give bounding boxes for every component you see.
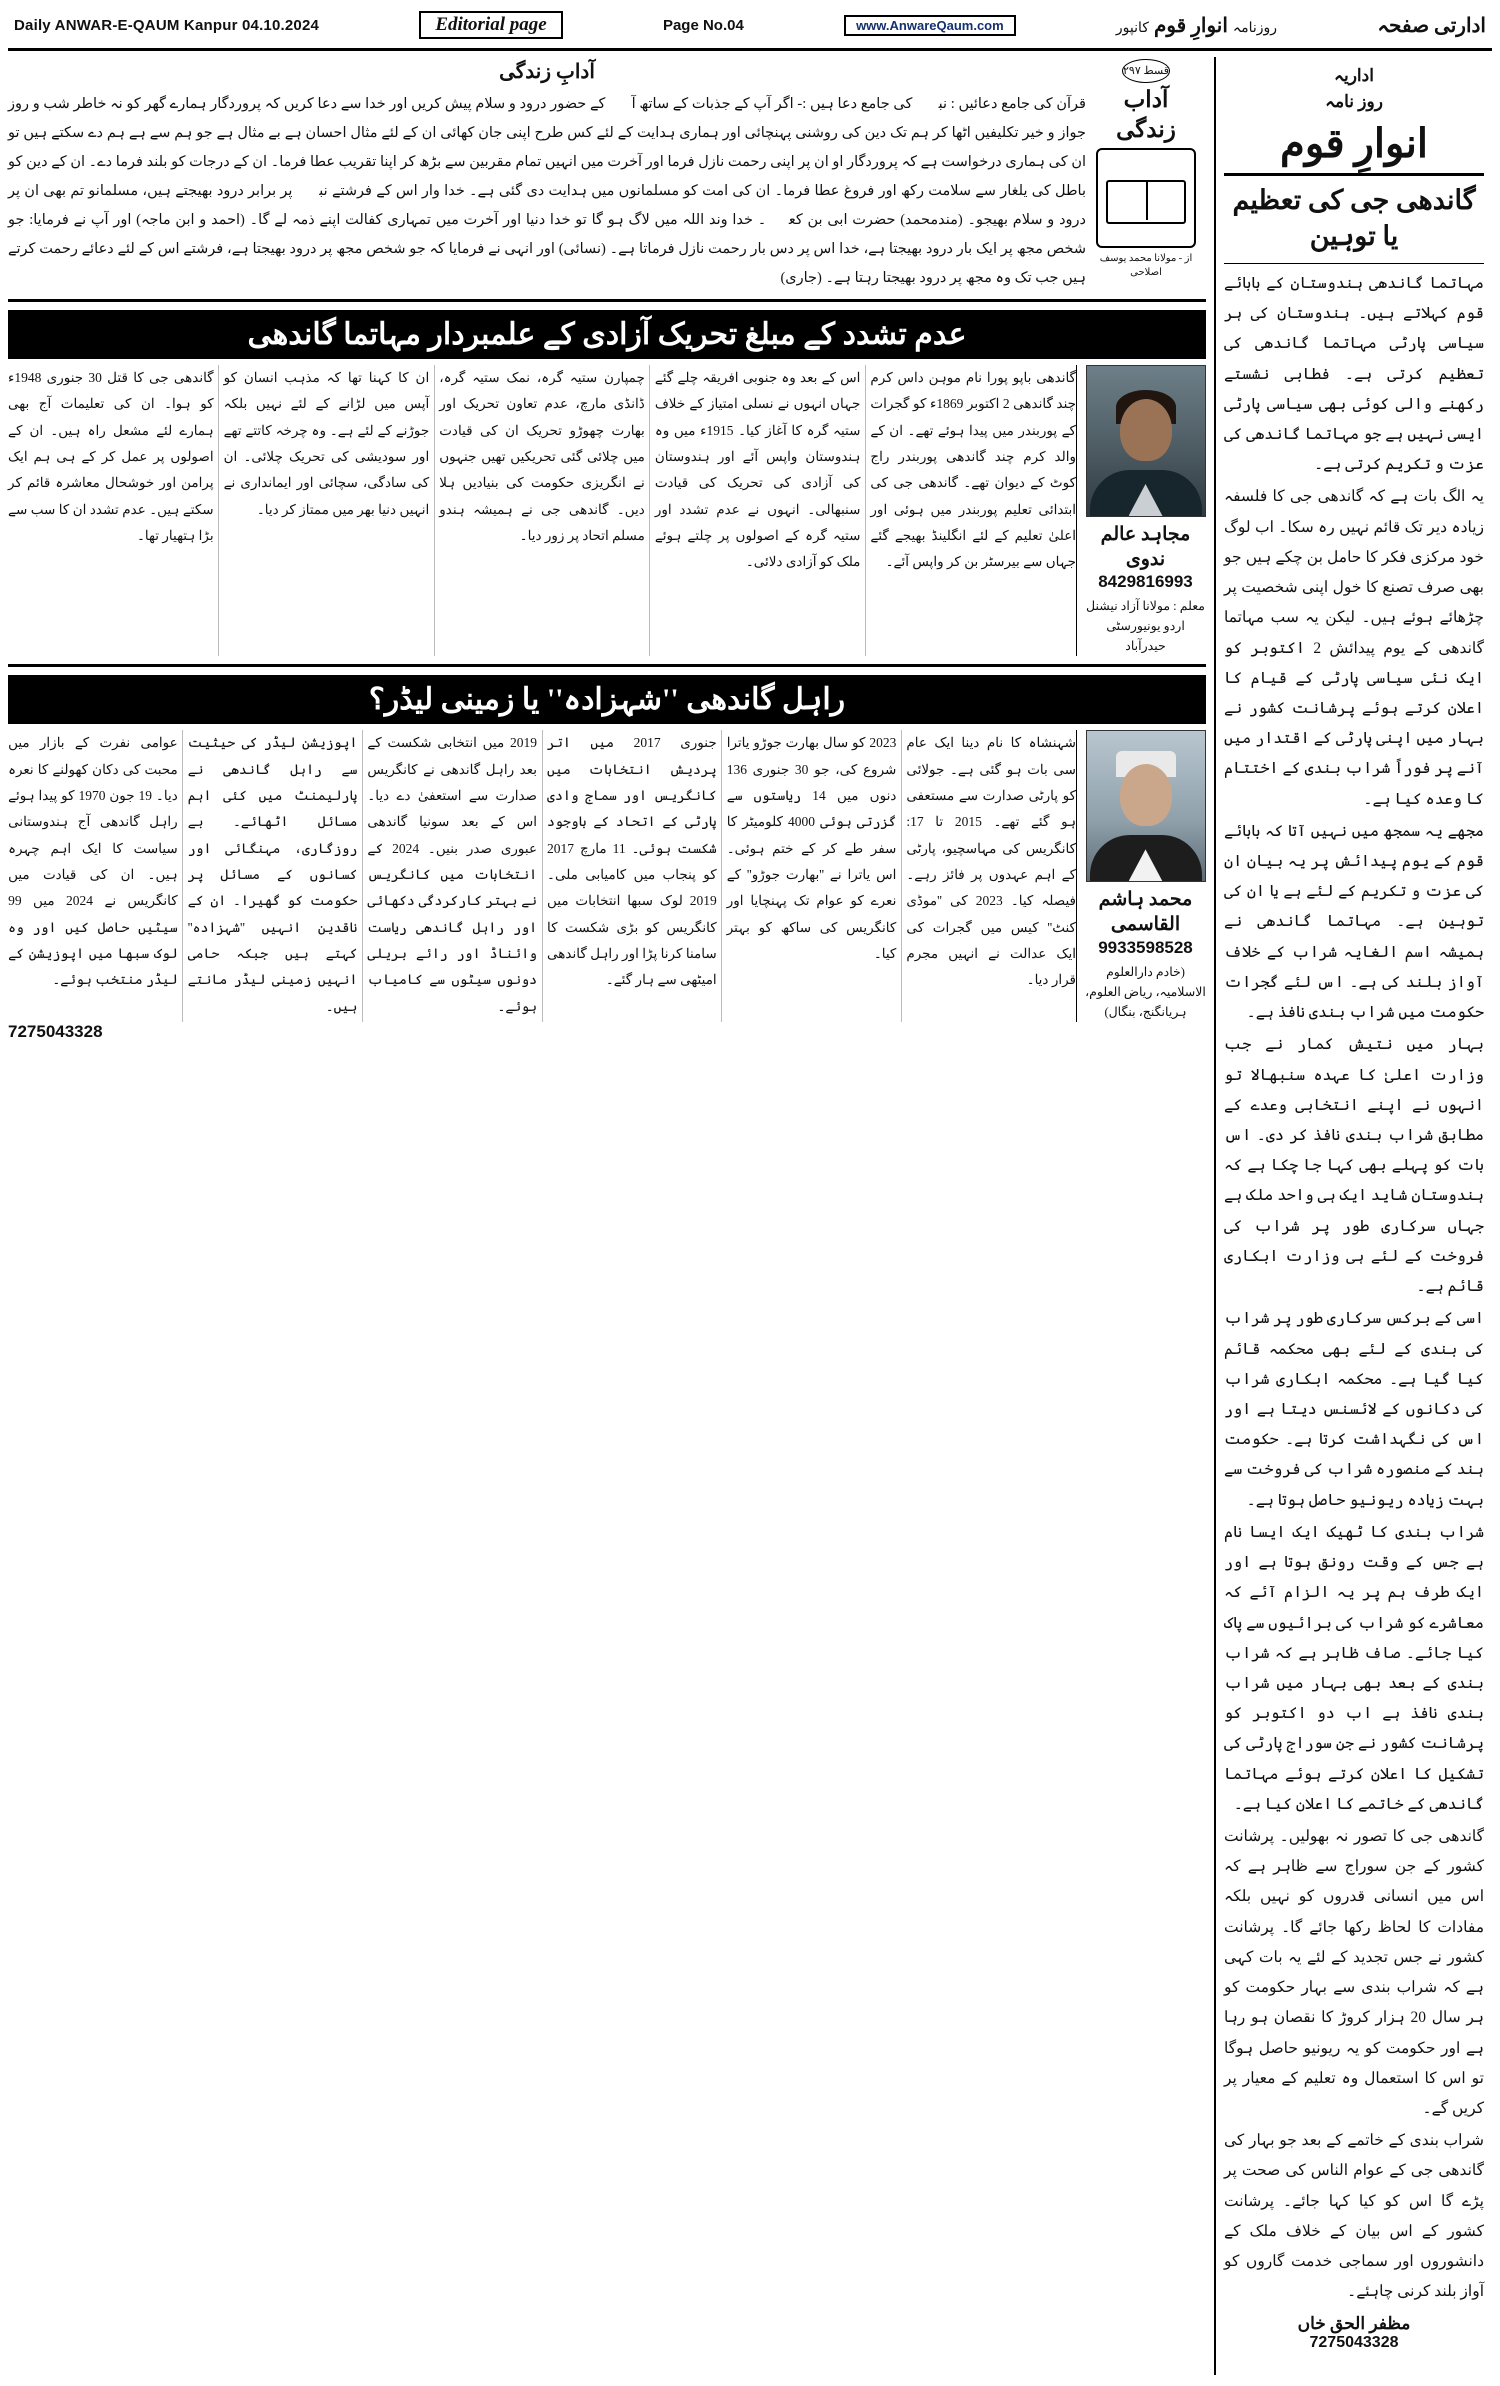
editorial-paragraph: شراب بندی کا ٹھیک ایک ایسا نام ہے جس کے وقت رونق ہوتا ہے اور ایک طرف ہم پر یہ الزام آئے کہ معاشرے کو شراب کی برائیوں سے پاک کیا جائے۔ صاف ظاہر ہے کہ شراب بندی کے بعد بھی بہار میں شراب بندی نافذ ہے اب دو اکتوبر کو پرشانت کشور نے جن سوراج پارٹی کی تشکیل کا اعلان کرتے ہوئے مہاتما گاندھی کے خاتمے کا اعلان کیا ہے۔ [1224,1523,1484,1813]
editorial-signature [1224,2314,1484,2352]
editorial-kicker: اداریہ [1334,66,1374,85]
author-phone: 9933598528 [1098,937,1193,957]
adab-body: قرآن کی جامع دعائیں : نبیؐ کی جامع دعا ہیں :- اگر آپ کے جذبات کے ساتھ آپؐ کے حضور درود و سلام پیش کریں اور خدا سے دعا کریں کہ پروردگار ہمارے گھر کو نہ خاطر شب و روز جواز و خیر تکلیفیں اٹھا کر ہم تک دین کی روشنی پہنچائی اور ہماری ہدایت کے لئے کس طرح اپنی جان کھائی ان کے لئے مثال احسان ہے بے مثال ہے جو ہم سے ہے ہم دے سکتے ہیں تو ان کی ہماری درخواست ہے کہ پروردگار او ان پر اپنی رحمت نازل فرما اور آخرت میں انہیں تمام مقربین سے بڑھ کر اپنا تقریب عطا فرما۔ ان کے درجات کو بلند فرما دے۔ ان کے دین کو باطل کی یلغار سے سلامت رکھ اور فروغ عطا فرما۔ ان کی امت کو مسلمانوں میں ہدایت دی گئی ہے۔ خدا وار اس کے فرشتے نبیؐ پر برابر درود بھیجتے ہیں، مسلمانو تم بھی ان پر درود و سلام بھیجو۔ (مندمحمد) حضرت ابی بن کعبؓ۔ خدا وند اللہ میں لاگ ہو گا تو خدا دنیا اور آخرت میں تمہاری کفالت اپنے ذمہ لے گا۔ (احمد و ابن ماجہ) اور آپ نے فرمایا: جو شخص مجھ پر ایک بار درود بھیجتا ہے، خدا اس پر دس بار رحمت نازل فرماتا ہے۔ (نسائی) اور انہی نے فرمایا کہ جو شخص مجھ پر درود بھیجتا ہے، فرشتے اس کے لئے دعائے رحمت کرتے ہیں جب تک وہ مجھ پر درود بھیجتا رہتا ہے۔ (جاری) [8,96,1086,286]
masthead-section-box: Editorial page [419,11,562,39]
article-paragraph: عوامی نفرت کے بازار میں محبت کی دکان کھولنے کا نعرہ دیا۔ 19 جون 1970 کو پیدا ہوئے راہل گاندھی آج ہندوستانی سیاست کا ایک اہم چہرہ ہیں۔ ان کی قیادت میں کانگریس نے 2024 میں 99 سیٹیں حاصل کیں اور وہ لوک سبھا میں اپوزیشن کے لیڈر منتخب ہوئے۔ [8,735,178,988]
adab-title-1: آداب [1123,87,1169,112]
adab-logo [1086,57,1206,293]
adab-title-2: زندگی [1116,117,1176,143]
article-rahul-headline: راہل گاندھی ''شہزادہ'' یا زمینی لیڈر؟ [8,675,1206,724]
masthead-urdu-right: ادارتی صفحہ [1377,14,1486,37]
article-gandhi-columns [8,365,1076,656]
editorial-logo: انوارِ قوم [1280,121,1428,166]
masthead-page-number: Page No.04 [662,16,744,34]
editorial-paragraph: مجھے یہ سمجھ میں نہیں آتا کہ بابائے قوم کے یوم پیدائش پر یہ بیان ان کی عزت و تکریم کے لئے ہے یا ان کی توہین ہے۔ مہاتما گاندھی نے ہمیشہ اسم الغایہ شراب کے خلاف آواز بلند کی ہے۔ اس لئے گجرات حکومت میں شراب بندی نافذ ہے۔ [1224,822,1484,1022]
divider [1224,263,1484,264]
masthead-website[interactable]: www.AnwareQaum.com [844,15,1016,36]
editorial-header [1224,63,1484,167]
article-gandhi-body [8,365,1206,656]
article-paragraph: گاندھی باپو پورا نام موہن داس کرم چند گاندھی 2 اکتوبر 1869ء کو گجرات کے پوربندر میں پیدا ہوئے تھے۔ ان کے والد کرم چند گاندھی پوربندر راج کوٹ کے دیوان تھے۔ گاندھی جی کی ابتدائی تعلیم پوربندر میں ہوئی اور اعلیٰ تعلیم کے لئے انگلینڈ بھیجے گئے جہاں سے بیرسٹر بن کر واپس آئے۔ [870,370,1076,570]
article-gandhi-author-box [1076,365,1206,656]
article-paragraph: جنوری 2017 میں اتر پردیش انتخابات میں کانگریس اور سماج وادی پارٹی کے اتحاد کے باوجود شکست ہوئی۔ 11 مارچ 2017 کو پنجاب میں کامیابی ملی۔ 2019 لوک سبھا انتخابات میں کانگریس کو بڑی شکست کا سامنا کرنا پڑا اور راہل گاندھی امیٹھی سے ہار گئے۔ [547,735,717,988]
masthead-urdu-daily: روزنامہ [1232,20,1278,36]
author-photo [1086,730,1206,882]
author-name: مجاہد عالم ندوی [1100,524,1191,570]
editorial-author-phone: 7275043328 [1309,2333,1399,2351]
article-rahul-body [8,730,1206,1021]
masthead-urdu-city: کانپور [1115,20,1149,36]
article-paragraph: ان کا کہنا تھا کہ مذہب انسان کو آپس میں لڑانے کے لئے نہیں بلکہ جوڑنے کے لئے ہے۔ وہ چرخہ کاتتے تھے اور سودیشی کی تحریک چلائی۔ ان کی سادگی، سچائی اور ایمانداری نے انہیں دنیا بھر میں ممتاز کر دیا۔ [223,370,430,517]
divider [1224,173,1484,176]
adab-headline: آدابِ زندگی [499,61,595,83]
editorial-paragraph: مہاتما گاندھی ہندوستان کے بابائے قوم کہلاتے ہیں۔ ہندوستان کی ہر سیاسی پارٹی مہاتما گاندھی کی تعظیم کرتی ہے۔ فطابی نشستے رکھنے والی کوئی بھی سیاسی پارٹی ایسی نہیں ہے جو مہاتما گاندھی کی عزت و تکریم کرتی ہے۔ [1224,274,1484,474]
author-description: معلم : مولانا آزاد نیشنل اردو یونیورسٹی حیدرآباد [1086,599,1205,654]
open-book-icon [1096,148,1196,248]
editorial-body [1224,269,1484,2308]
page-body [8,57,1492,2375]
editorial-paragraph: یہ الگ بات ہے کہ گاندھی جی کا فلسفہ زیادہ دیر تک قائم نہیں رہ سکا۔ اب لوگ خود مرکزی فکر کا حامل بن چکے ہیں جو بھی صرف تصنع کا خول اپنی شخصیت پر چڑھائے ہوئے ہیں۔ لیکن یہ سب مہاتما گاندھی کے یوم پیدائش 2 اکتوبر کو ایک نئی سیاسی پارٹی کے قیام کا اعلان کرتے ہوئے پرشانت کشور نے بہار میں اپنی پارٹی کے اقتدار میں آنے پر فوراً شراب بندی کے اختتام کا وعدہ کیا ہے۔ [1224,488,1484,808]
author-name: محمد ہاشم القاسمی [1098,889,1193,936]
editorial-paragraph: بہار میں نتیش کمار نے جب وزارت اعلیٰ کا عہدہ سنبھالا تو انہوں نے اپنے انتخابی وعدے کے مطابق شراب بندی نافذ کر دی۔ اس بات کو پہلے بھی کہا جا چکا ہے کہ ہندوستان شاید ایک ہی واحد ملک ہے جہاں سرکاری طور پر شراب کی فروخت کے لئے ہی وزارت ابکاری قائم ہے۔ [1224,1036,1484,1296]
adab-block [8,57,1206,302]
article-paragraph: چمپارن ستیہ گرہ، نمک ستیہ گرہ، ڈانڈی مارچ، عدم تعاون تحریک اور بھارت چھوڑو تحریک ان کی قیادت میں چلائی گئی تحریکیں تھیں جنہوں نے انگریزی حکومت کی بنیادیں ہلا دیں۔ گاندھی جی نے ہمیشہ ہندو مسلم اتحاد پر زور دیا۔ [439,370,645,543]
article-gandhi [8,310,1206,656]
adab-text [8,57,1086,293]
adab-episode-badge: قسط ۲۹۷ [1122,59,1170,83]
article-rahul [8,675,1206,1041]
article-paragraph: گاندھی جی کا قتل 30 جنوری 1948ء کو ہوا۔ ان کی تعلیمات آج بھی ہمارے لئے مشعل راہ ہیں۔ ان کے اصولوں پر عمل کر کے ہی ہم ایک پرامن اور خوشحال معاشرہ قائم کر سکتے ہیں۔ عدم تشدد ان کا سب سے بڑا ہتھیار تھا۔ [8,370,214,543]
article-paragraph: اس کے بعد وہ جنوبی افریقہ چلے گئے جہاں انہوں نے نسلی امتیاز کے خلاف ستیہ گرہ کا آغاز کیا۔ 1915ء میں وہ ہندوستان واپس آئے اور ہندوستان کی آزادی کی تحریک کی قیادت سنبھالی۔ انہوں نے عدم تشدد اور ستیہ گرہ کے اصولوں پر چلتے ہوئے ملک کو آزادی دلائی۔ [654,370,861,570]
editorial-paragraph: اسی کے برکس سرکاری طور پر شراب کی بندی کے لئے بھی محکمہ قائم کیا گیا ہے۔ محکمہ ابکاری شراب کی دکانوں کے لائسنس دیتا ہے اور اس کی نگہداشت کرتا ہے۔ حکومت ہند کے منصورہ شراب کی فروخت سے بہت زیادہ ریونیو حاصل ہوتا ہے۔ [1224,1310,1484,1509]
editorial-title: گاندھی جی کی تعظیم یا توہین [1232,185,1476,252]
author-photo [1086,365,1206,517]
author-phone: 8429816993 [1098,572,1193,592]
photo-head [1120,764,1172,826]
article-rahul-footer-number: 7275043328 [8,1021,103,1041]
main-column [8,57,1214,2375]
article-paragraph: اپوزیشن لیڈر کی حیثیت سے راہل گاندھی نے پارلیمنٹ میں کئی اہم مسائل اٹھائے۔ بے روزگاری، مہنگائی اور کسانوں کے مسائل پر حکومت کو گھیرا۔ ان کے ناقدین انہیں ''شہزادہ'' کہتے ہیں جبکہ حامی انہیں زمینی لیڈر مانتے ہیں۔ [187,735,358,1014]
photo-head [1120,399,1172,461]
masthead-left-title: Daily ANWAR-E-QAUM Kanpur 04.10.2024 [14,16,320,34]
editorial-column [1214,57,1492,2375]
adab-author-credit: از - مولانا محمد یوسف اصلاحی [1099,252,1193,278]
author-description: (خادم دارالعلوم الاسلامیہ، ریاض العلوم، ہریانگنج، بنگال) [1085,964,1206,1019]
editorial-paragraph: گاندھی جی کا تصور نہ بھولیں۔ پرشانت کشور کے جن سوراج سے ظاہر ہے کہ اس میں انسانی قدروں کو نہیں بلکہ مفادات کا لحاظ رکھا جائے گا۔ پرشانت کشور نے جس تجدید کے لئے یہ بات کہی ہے کہ شراب بندی سے بہار حکومت کو ہر سال 20 ہزار کروڑ کا نقصان ہو رہا ہے اور حکومت کو یہ ریونیو حاصل ہوگا تو اس کا استعمال وہ تعلیم کے معیار پر کریں گے۔ [1224,1828,1484,2117]
article-paragraph: 2019 میں انتخابی شکست کے بعد راہل گاندھی نے کانگریس صدارت سے استعفیٰ دے دیا۔ اس کے بعد سونیا گاندھی عبوری صدر بنیں۔ 2024 کے انتخابات میں کانگریس نے بہتر کارکردگی دکھائی اور راہل گاندھی ریاست وائناڈ اور رائے بریلی دونوں سیٹوں سے کامیاب ہوئے۔ [367,735,538,1014]
editorial-paragraph: شراب بندی کے خاتمے کے بعد جو بہار کی گاندھی جی کے عوام الناس کی صحت پر پڑے گا اس کو کیا کہا جائے۔ پرشانت کشور کے اس بیان کے خلاف ملک کے دانشوروں اور سماجی خدمت گاروں کو آواز بلند کرنی چاہئے۔ [1224,2132,1484,2301]
masthead [8,6,1492,51]
article-rahul-columns [8,730,1076,1021]
masthead-urdu-left [1116,13,1277,38]
divider [8,664,1206,667]
article-paragraph: شہنشاہ کا نام دینا ایک عام سی بات ہو گئی ہے۔ جولائی کو پارٹی صدارت سے مستعفی ہو گئے تھے۔ 2015 تا 17: کانگریس کی مہاسچیو، پارٹی کے اہم عہدوں پر فائز رہے۔ فیصلہ کیا۔ 2023 کی ''موڈی کنٹ'' کیس میں گجرات کی ایک عدالت نے انہیں مجرم قرار دیا۔ [906,735,1076,988]
editorial-kicker-2: روز نامہ [1325,91,1383,111]
article-paragraph: 2023 کو سال بھارت جوڑو یاترا شروع کی، جو 30 جنوری 136 دنوں میں 14 ریاستوں سے گزرتی ہوئی 4000 کلومیٹر کا سفر طے کر کے ختم ہوئی۔ اس یاترا نے ''بھارت جوڑو'' کے نعرے کو عوام تک پہنچایا اور کانگریس کی ساکھ کو بہتر کیا۔ [726,735,897,961]
article-gandhi-headline: عدم تشدد کے مبلغ تحریک آزادی کے علمبردار مہاتما گاندھی [8,310,1206,359]
masthead-urdu-name: انوارِ قوم [1153,14,1228,37]
article-rahul-author-box [1076,730,1206,1021]
editorial-author-name: مظفر الحق خاں [1297,2313,1411,2333]
